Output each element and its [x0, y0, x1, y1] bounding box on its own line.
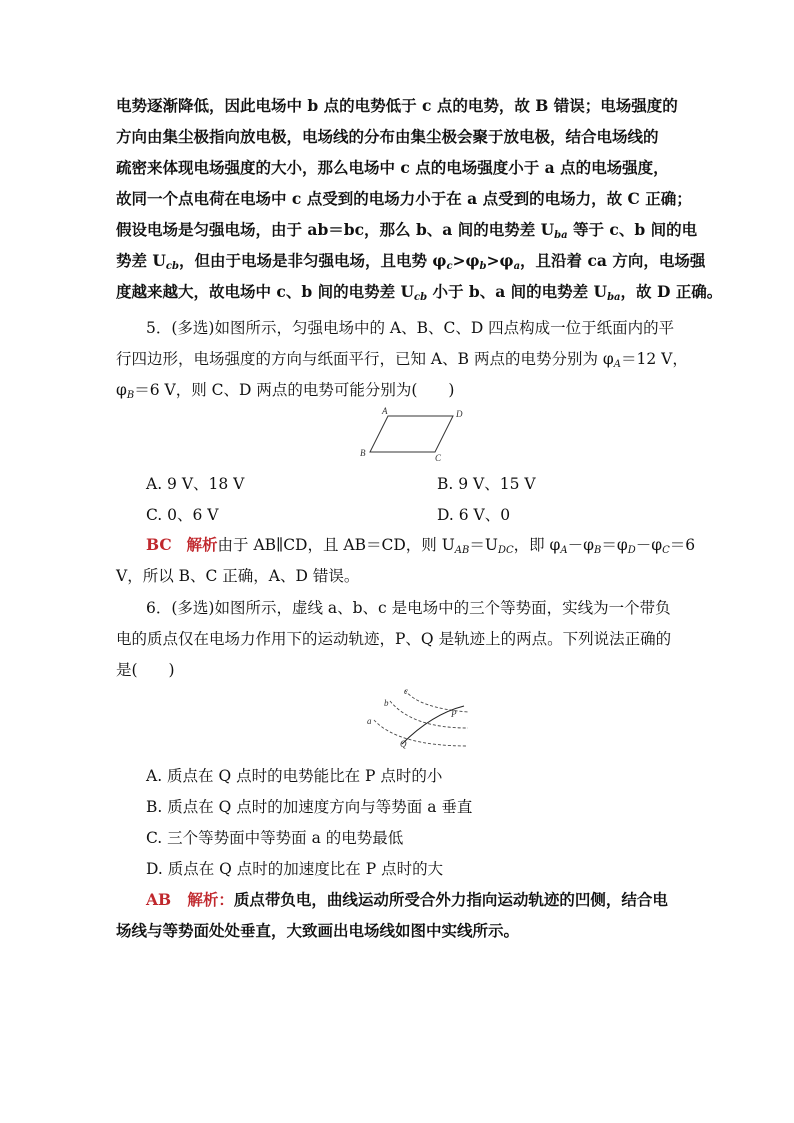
question-6-line-3: 是( ): [116, 661, 175, 679]
parallelogram-figure: [355, 404, 475, 464]
answer-6-key: AB: [146, 890, 172, 909]
answer-5-key: BC: [146, 535, 172, 554]
answer-5-line-2: V，所以 B、C 正确，A、D 错误。: [116, 567, 360, 585]
figure-label-P: P: [451, 709, 457, 719]
figure-label-B: B: [360, 448, 366, 458]
figure-label-C: C: [435, 453, 442, 463]
option-5-d: D. 6 V、0: [437, 506, 511, 524]
solution-4-line-7: 度越来越大，故电场中 c、b 间的电势差 $U_{cb}$ 小于 b、a 间的电势差 $U_{ba}$，故 D 正确。: [116, 282, 723, 303]
question-5-line-2: 行四边形，电场强度的方向与纸面平行，已知 A、B 两点的电势分别为 $\varphi_A=12$ V，: [116, 350, 688, 370]
solution-4-line-1: 电势逐渐降低，因此电场中 b 点的电势低于 c 点的电势，故 B 错误；电场强度的: [116, 96, 678, 115]
figure-label-c: c: [404, 686, 408, 696]
answer-6-line-2: 场线与等势面处处垂直，大致画出电场线如图中实线所示。: [116, 921, 520, 940]
question-5-line-1: 5．(多选)如图所示，匀强电场中的 A、B、C、D 四点构成一位于纸面内的平: [146, 319, 675, 337]
option-6-d: D. 质点在 Q 点时的加速度比在 P 点时的大: [146, 860, 444, 878]
solution-4-line-6: 势差 $U_{cb}$，但由于电场是非匀强电场，且电势 $\varphi_c>\varphi_b>\varphi_a$，且沿着 ca 方向，电场强: [116, 251, 706, 272]
solution-4-line-3: 疏密来体现电场强度的大小，那么电场中 c 点的电场强度小于 a 点的电场强度，: [116, 158, 669, 177]
option-6-c: C. 三个等势面中等势面 a 的电势最低: [146, 829, 404, 847]
answer-6-line-1: AB 解析：质点带负电，曲线运动所受合外力指向运动轨迹的凹侧，结合电: [146, 890, 668, 909]
solution-4-line-5: 假设电场是匀强电场，由于 ab＝bc，那么 b、a 间的电势差 $U_{ba}$ 等于 c、b 间的电: [116, 220, 698, 241]
option-5-c: C. 0、6 V: [146, 506, 219, 524]
option-5-b: B. 9 V、15 V: [437, 475, 536, 493]
figure-label-b: b: [384, 698, 389, 708]
option-6-a: A. 质点在 Q 点时的电势能比在 P 点时的小: [146, 767, 443, 785]
answer-5-line-1: BC 解析由于 AB∥CD，且 AB＝CD，则 $U_{AB}=U_{DC}$，即 $\varphi_A-\varphi_B=\varphi_D-\varphi_C=6$: [146, 535, 696, 556]
figure-label-D: D: [456, 409, 463, 419]
option-6-b: B. 质点在 Q 点时的加速度方向与等势面 a 垂直: [146, 798, 473, 816]
solution-4-line-4: 故同一个点电荷在电场中 c 点受到的电场力小于在 a 点受到的电场力，故 C 正确；: [116, 189, 692, 208]
figure-label-a: a: [367, 716, 372, 726]
question-6-line-2: 电的质点仅在电场力作用下的运动轨迹，P、Q 是轨迹上的两点。下列说法正确的: [116, 630, 672, 648]
analysis-6-label: 解析：: [187, 890, 234, 909]
solution-4-line-2: 方向由集尘极指向放电极，电场线的分布由集尘极会聚于放电极，结合电场线的: [116, 127, 659, 146]
analysis-5-label: 解析: [186, 535, 218, 554]
question-5-line-3: $\varphi_B=6$ V，则 C、D 两点的电势可能分别为( ): [116, 381, 455, 401]
figure-label-Q: Q: [400, 739, 407, 749]
question-6-line-1: 6．(多选)如图所示，虚线 a、b、c 是电场中的三个等势面，实线为一个带负: [146, 599, 671, 617]
option-5-a: A. 9 V、18 V: [146, 475, 245, 493]
equipotential-figure: [360, 684, 470, 754]
figure-label-A: A: [382, 406, 388, 416]
